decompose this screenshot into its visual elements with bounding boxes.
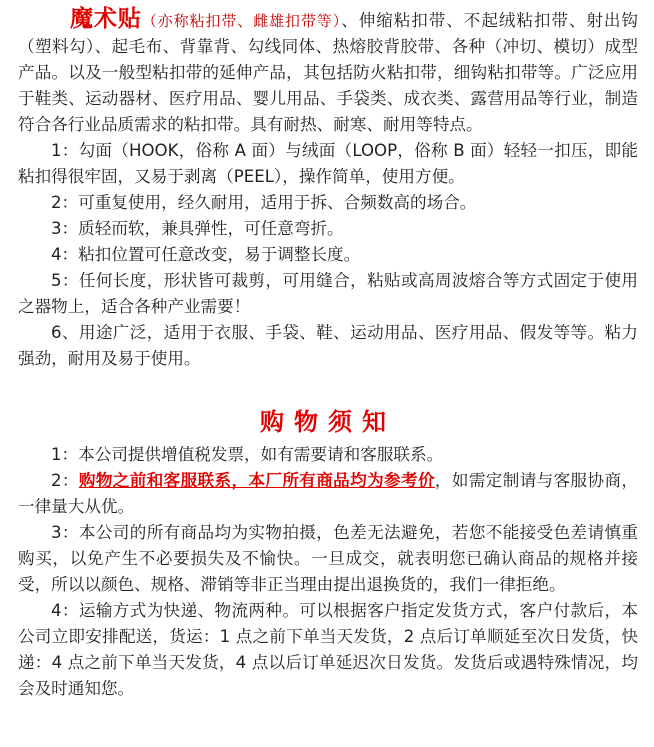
product-alias-note: （亦称粘扣带、雌雄扣带等）	[141, 12, 342, 30]
feature-item: 3：质轻而软，兼具弹性，可任意弯折。	[51, 219, 344, 238]
feature-item: 6、用途广泛，适用于衣服、手袋、鞋、运动用品、医疗用品、假发等等。粘力强劲，耐用及易于使用。	[18, 323, 638, 368]
notice-item-color-difference: 3：本公司的所有商品均为实物拍摄，色差无法避免，若您不能接受色差请慎重购买，以免产生不必要损失及不愉快。一旦成交，就表明您已确认商品的规格并接受，所以以颜色、规格、滞销等非正当理由提出退换货的，我们一律拒绝。	[18, 523, 638, 594]
notice-item-price-rest: ，如需定制请与客服协商，一律量大从优。	[18, 471, 639, 516]
notice-item-invoice: 1：本公司提供增值税发票，如有需要请和客服联系。	[51, 445, 444, 464]
feature-item: 5：任何长度，形状皆可裁剪，可用缝合，粘贴或高周波熔合等方式固定于使用之器物上，适合各种产业需要！	[18, 271, 638, 316]
feature-item: 4：粘扣位置可任意改变，易于调整长度。	[51, 245, 361, 264]
intro-paragraph	[18, 6, 638, 138]
product-title: 魔术贴	[70, 5, 142, 32]
notice-price-highlight: 购物之前和客服联系，本厂所有商品均为参考价	[78, 471, 435, 490]
shopping-notice-heading: 购物须知	[260, 407, 396, 436]
feature-item: 2：可重复使用，经久耐用，适用于拆、合频数高的场合。	[51, 193, 477, 212]
intro-body: 、伸缩粘扣带、不起绒粘扣带、射出钩（塑料勾）、起毛布、背靠背、勾线同体、热熔胶背胶带、各种（冲切、模切）成型产品。以及一般型粘扣带的延伸产品，其包括防火粘扣带，细钩粘扣带等。广泛应用于鞋类、运动器材、医疗用品、婴儿用品、手袋类、成衣类、露营用品等行业，制造符合各行业品质需求的粘扣带。具有耐热、耐寒、耐用等特点。	[18, 11, 639, 134]
document-page	[18, 6, 638, 702]
notice-item-shipping: 4：运输方式为快递、物流两种。可以根据客户指定发货方式，客户付款后，本公司立即安排配送，货运：1 点之前下单当天发货，2 点后订单顺延至次日发货，快递：4 点之前下单当天发货，4 点以后订单延迟次日发货。发货后或遇特殊情况，均会及时通知您。	[18, 601, 638, 698]
feature-item: 1：勾面（HOOK，俗称 A 面）与绒面（LOOP，俗称 B 面）轻轻一扣压，即能粘扣得很牢固，又易于剥离（PEEL），操作简单，使用方便。	[18, 141, 638, 186]
notice-item-price	[18, 468, 638, 520]
notice-item-price-number: 2：	[51, 471, 79, 490]
feature-list	[18, 138, 638, 372]
shopping-notice-section	[18, 406, 638, 702]
